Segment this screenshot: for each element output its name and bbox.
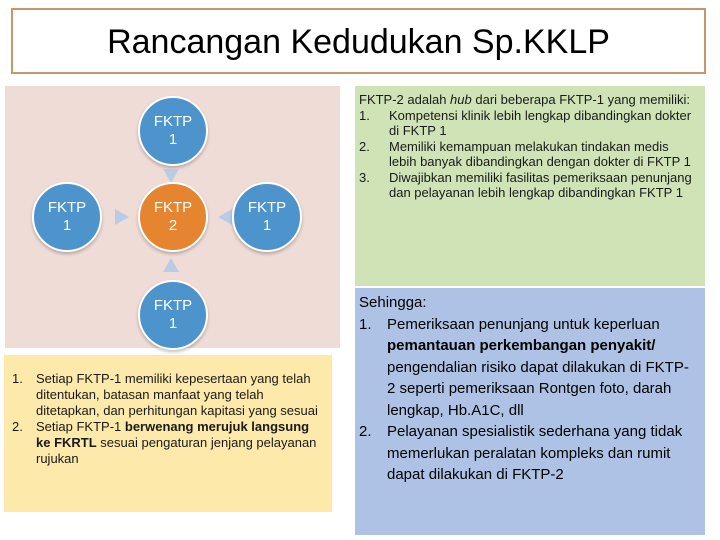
fktp1-left-node: FKTP 1 bbox=[32, 182, 102, 252]
consequence-intro: Sehingga: bbox=[359, 294, 427, 311]
consequence-box bbox=[355, 288, 705, 535]
list-item: 3. Diwajibkan memiliki fasilitas pemeriksaan penunjang dan pelayanan lebih lengkap dibandingkan FKTP 1 bbox=[359, 169, 692, 200]
list-item: 2. Memiliki kemampuan melakukan tindakan medis lebih banyak dibandingkan dengan dokter di FKTP 1 bbox=[359, 138, 691, 169]
hub-diagram bbox=[5, 86, 340, 348]
list-item: 1. Setiap FKTP-1 memiliki kepesertaan yang telah ditentukan, batasan manfaat yang telah ditetapkan, dan perhitungan kapitasi yang sesuai bbox=[12, 371, 318, 418]
fktp1-rules-list bbox=[8, 371, 324, 467]
title-box bbox=[11, 8, 706, 74]
list-item: 1. Kompetensi klinik lebih lengkap dibandingkan dokter di FKTP 1 bbox=[359, 107, 692, 138]
list-item: 2. Pelayanan spesialistik sederhana yang tidak memerlukan peralatan kompleks dan rumit dapat dilakukan di FKTP-2 bbox=[359, 423, 683, 483]
fktp1-right-node: FKTP 1 bbox=[232, 182, 302, 252]
fktp2-criteria-list bbox=[359, 108, 697, 201]
list-item: 1. Pemeriksaan penunjang untuk keperluan pemantauan perkembangan penyakit/ pengendalian risiko dapat dilakukan di FKTP-2 seperti pemeriksaan Rontgen foto, darah lengkap, Hb.A1C, dll bbox=[359, 315, 689, 419]
fktp1-top-node: FKTP 1 bbox=[138, 96, 208, 166]
fktp2-definition-box bbox=[355, 86, 705, 286]
list-item: 2. Setiap FKTP-1 berwenang merujuk langsung ke FKRTL sesuai pengaturan jenjang pelayanan rujukan bbox=[12, 419, 317, 466]
fktp2-center-node: FKTP 2 bbox=[138, 182, 208, 252]
arrow-right-icon bbox=[115, 209, 129, 225]
fktp2-intro: FKTP-2 adalah hub dari beberapa FKTP-1 yang memiliki: bbox=[359, 92, 690, 107]
fktp1-bottom-node: FKTP 1 bbox=[138, 280, 208, 350]
arrow-down-icon bbox=[163, 169, 179, 183]
consequence-list bbox=[359, 314, 697, 486]
arrow-left-icon bbox=[218, 209, 232, 225]
arrow-up-icon bbox=[163, 258, 179, 272]
page-title: Rancangan Kedudukan Sp.KKLP bbox=[107, 23, 610, 61]
fktp1-rules-box bbox=[4, 355, 332, 512]
